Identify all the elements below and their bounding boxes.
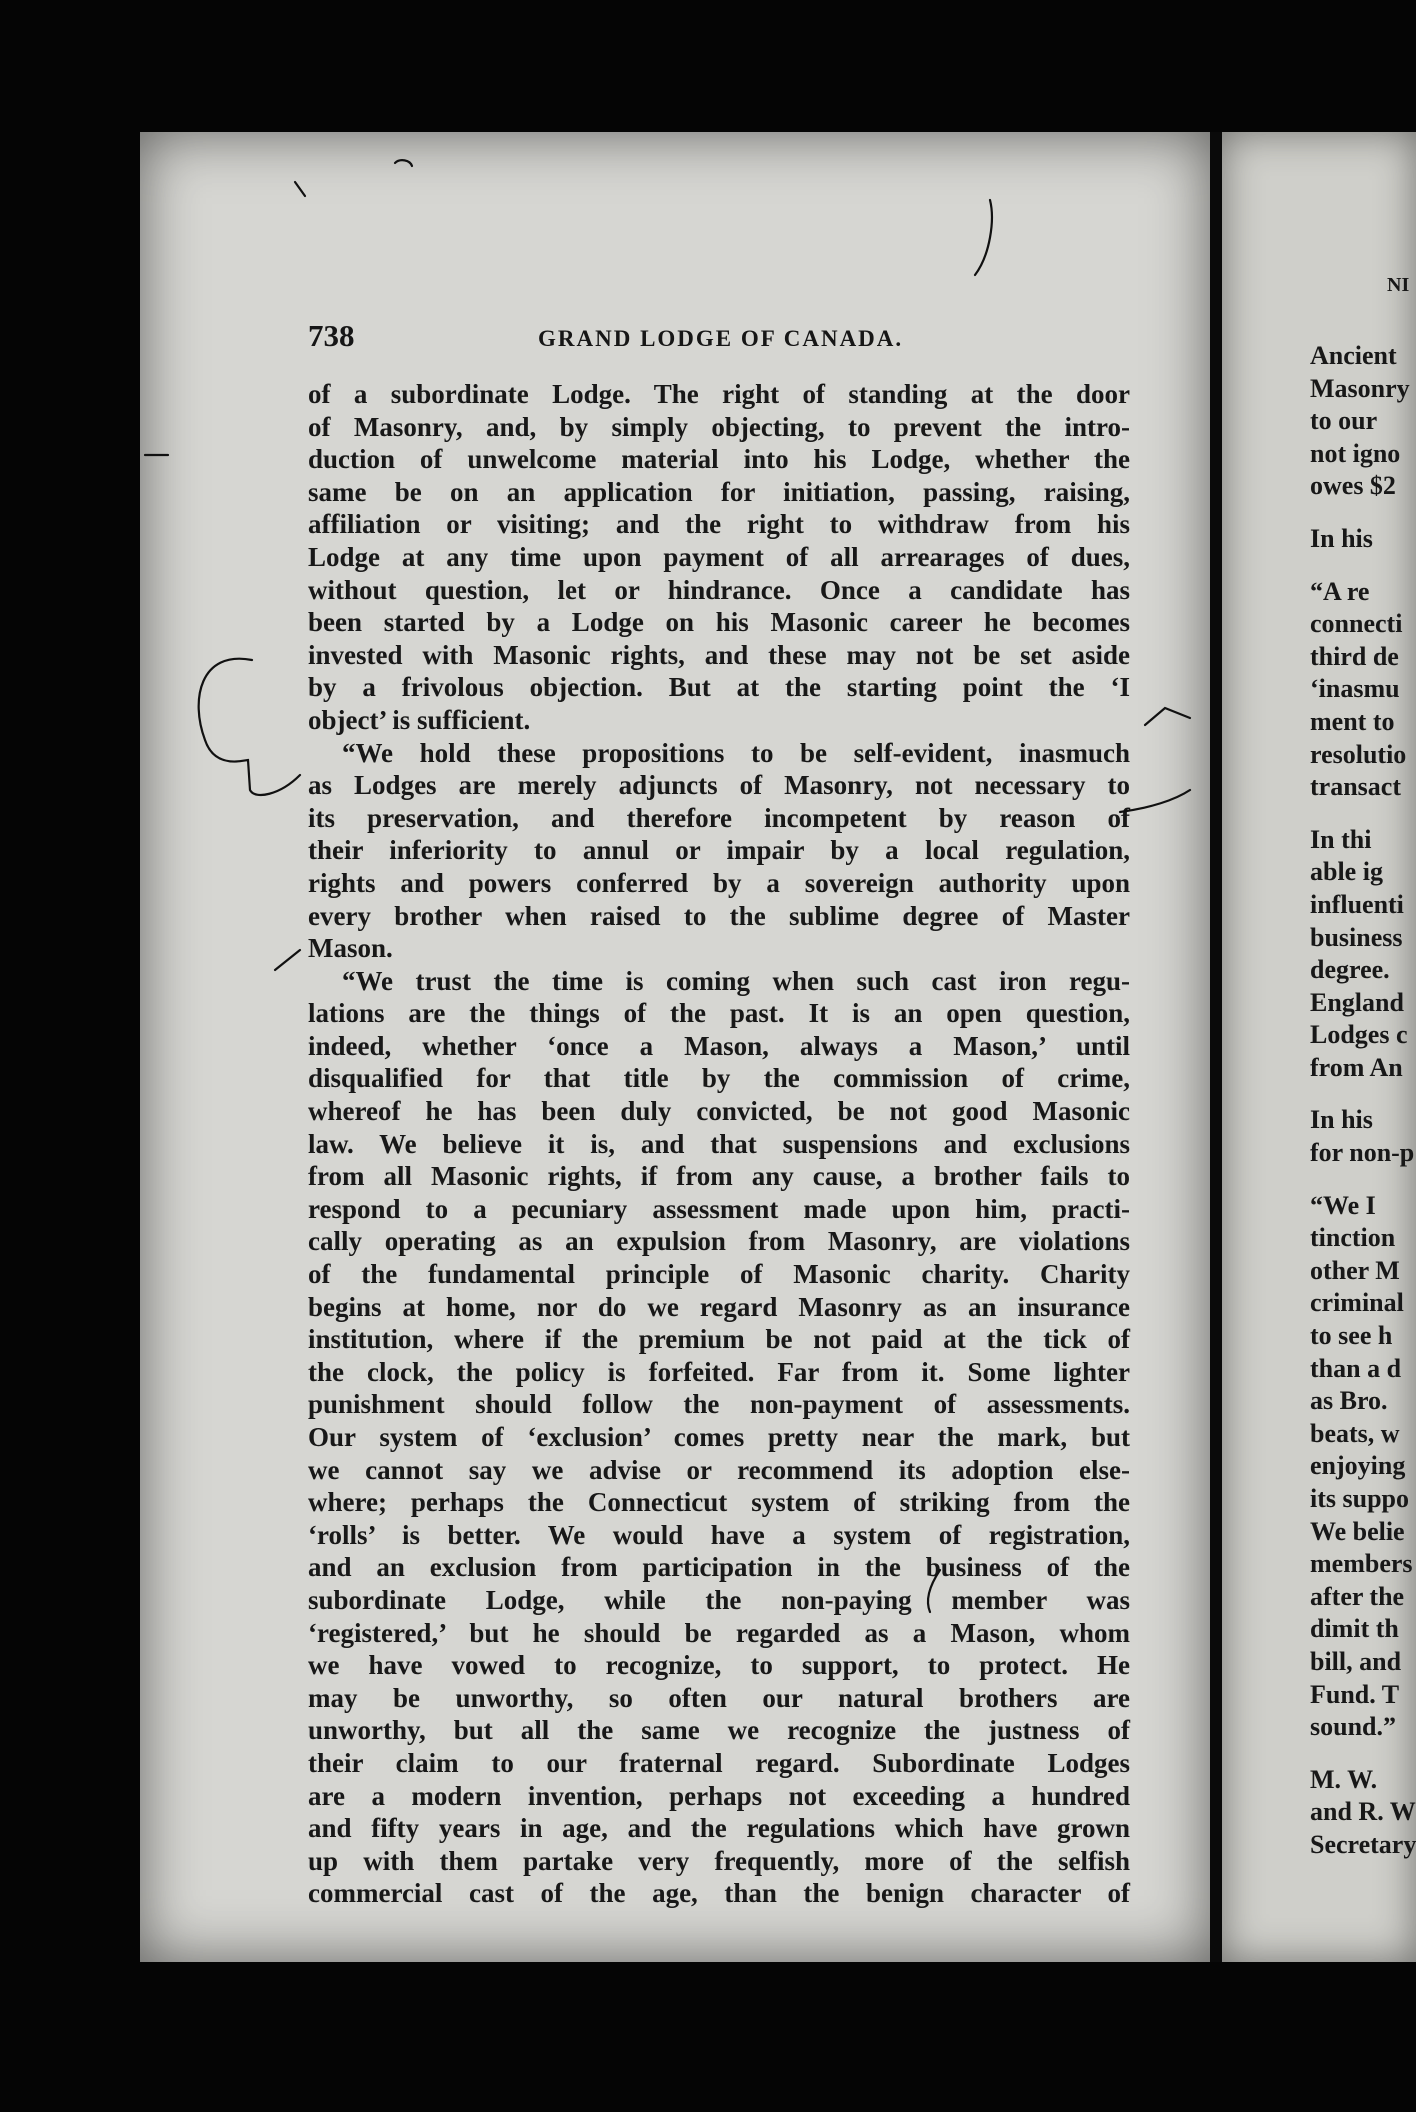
right-text-line: Secretary bbox=[1310, 1829, 1416, 1859]
text-line: respond to a pecuniary assessment made upon him, practi- bbox=[308, 1193, 1130, 1224]
text-line: duction of unwelcome material into his Lodge, whether the bbox=[308, 444, 1130, 475]
text-line: cally operating as an expulsion from Masonry, are violations bbox=[308, 1226, 1130, 1257]
right-text-line: its suppo bbox=[1310, 1484, 1409, 1513]
right-text-line: ‘inasmu bbox=[1310, 674, 1400, 704]
right-text-line: than a d bbox=[1310, 1353, 1402, 1383]
text-line: we cannot say we advise or recommend its adoption else- bbox=[308, 1454, 1130, 1485]
body-text-column bbox=[308, 378, 1130, 1910]
text-line: Our system of ‘exclusion’ comes pretty near the mark, but bbox=[308, 1422, 1130, 1452]
right-text-line: third de bbox=[1310, 641, 1399, 671]
right-text-line: England bbox=[1310, 987, 1404, 1017]
text-line: of Masonry, and, by simply objecting, to prevent the intro- bbox=[308, 411, 1130, 442]
page-header bbox=[308, 318, 1128, 358]
right-text-line: as Bro. bbox=[1310, 1386, 1388, 1416]
page-number: 738 bbox=[308, 318, 355, 353]
right-text-line: sound.” bbox=[1310, 1712, 1396, 1742]
right-text-line: ment to bbox=[1310, 706, 1395, 736]
right-text-line: members bbox=[1310, 1549, 1413, 1579]
page-gutter bbox=[1210, 132, 1222, 1962]
text-line: are a modern invention, perhaps not exceeding a hundred bbox=[308, 1780, 1130, 1811]
text-line: disqualified for that title by the commission of crime, bbox=[308, 1063, 1130, 1094]
text-line: affiliation or visiting; and the right to withdraw from his bbox=[308, 509, 1130, 540]
text-line: lations are the things of the past. It is an open question, bbox=[308, 998, 1130, 1029]
text-line: their inferiority to annul or impair by a local regulation, bbox=[308, 835, 1130, 866]
text-line: indeed, whether ‘once a Mason, always a Mason,’ until bbox=[308, 1030, 1130, 1061]
paragraph-gap bbox=[1310, 804, 1416, 824]
text-line: subordinate Lodge, while the non-paying member was bbox=[308, 1584, 1130, 1615]
text-line: and fifty years in age, and the regulations which have grown bbox=[308, 1813, 1130, 1844]
right-text-line: Masonry bbox=[1310, 373, 1410, 403]
text-line: object’ is sufficient. bbox=[308, 704, 531, 735]
text-line: Lodge at any time upon payment of all arrearages of dues, bbox=[308, 541, 1130, 572]
right-text-line: for non-p bbox=[1310, 1138, 1415, 1168]
text-line: of a subordinate Lodge. The right of standing at the door bbox=[308, 379, 1130, 409]
text-line: “We hold these propositions to be self-evident, inasmuch bbox=[342, 737, 1130, 768]
right-text-line: to see h bbox=[1310, 1321, 1393, 1351]
right-text-line: In his bbox=[1310, 523, 1373, 553]
right-text-line: other M bbox=[1310, 1255, 1400, 1285]
text-line: commercial cast of the age, than the benign character of bbox=[308, 1878, 1130, 1909]
right-text-line: beats, w bbox=[1310, 1418, 1400, 1448]
right-text-line: We belie bbox=[1310, 1516, 1405, 1546]
text-line: the clock, the policy is forfeited. Far from it. Some lighter bbox=[308, 1356, 1130, 1387]
right-text-line: In his bbox=[1310, 1105, 1373, 1135]
running-head: GRAND LODGE OF CANADA. bbox=[538, 326, 904, 351]
text-line: rights and powers conferred by a sovereign authority upon bbox=[308, 867, 1130, 898]
text-line: “We trust the time is coming when such cast iron regu- bbox=[342, 965, 1130, 996]
text-line: Mason. bbox=[308, 933, 393, 964]
right-text-line: business bbox=[1310, 922, 1403, 952]
right-text-line: In thi bbox=[1310, 824, 1372, 854]
text-line: and an exclusion from participation in the business of the bbox=[308, 1552, 1130, 1583]
right-text-line: able ig bbox=[1310, 857, 1383, 887]
text-line: ‘registered,’ but he should be regarded as a Mason, whom bbox=[308, 1617, 1130, 1648]
text-line: begins at home, nor do we regard Masonry as an insurance bbox=[308, 1291, 1130, 1322]
right-text-line: “We I bbox=[1310, 1190, 1376, 1220]
right-text-line: from An bbox=[1310, 1052, 1403, 1082]
text-line: of the fundamental principle of Masonic charity. Charity bbox=[308, 1259, 1130, 1290]
right-text-line: owes $2 bbox=[1310, 471, 1396, 501]
right-text-line: bill, and bbox=[1310, 1646, 1402, 1676]
text-line: by a frivolous objection. But at the starting point the ‘I bbox=[308, 672, 1130, 703]
text-line: been started by a Lodge on his Masonic career he becomes bbox=[308, 607, 1130, 638]
right-text-line: M. W. bbox=[1310, 1764, 1378, 1794]
right-text-line: influenti bbox=[1310, 889, 1404, 919]
right-text-line: transact bbox=[1310, 772, 1401, 802]
text-line: institution, where if the premium be not paid at the tick of bbox=[308, 1324, 1130, 1355]
text-line: every brother when raised to the sublime degree of Master bbox=[308, 900, 1130, 931]
right-text-line: connecti bbox=[1310, 609, 1403, 639]
text-line: punishment should follow the non-payment of assessments. bbox=[308, 1389, 1130, 1420]
right-text-line: “A re bbox=[1310, 576, 1370, 606]
right-text-line: Ancient bbox=[1310, 341, 1397, 370]
right-text-line: resolutio bbox=[1310, 739, 1407, 769]
paragraph-gap bbox=[1310, 503, 1416, 523]
text-line: up with them partake very frequently, more of the selfish bbox=[308, 1845, 1130, 1876]
right-text-line: after the bbox=[1310, 1581, 1405, 1611]
text-line: law. We believe it is, and that suspensions and exclusions bbox=[308, 1128, 1130, 1159]
text-line: from all Masonic rights, if from any cause, a brother fails to bbox=[308, 1161, 1130, 1192]
text-line: same be on an application for initiation, passing, raising, bbox=[308, 476, 1130, 507]
paragraph-gap bbox=[1310, 1084, 1416, 1104]
right-text-line: enjoying bbox=[1310, 1451, 1406, 1481]
text-line: without question, let or hindrance. Once a candidate has bbox=[308, 574, 1130, 605]
right-text-line: criminal bbox=[1310, 1288, 1404, 1318]
text-line: unworthy, but all the same we recognize the justness of bbox=[308, 1715, 1130, 1746]
text-line: whereof he has been duly convicted, be not good Masonic bbox=[308, 1096, 1130, 1127]
paragraph-gap bbox=[1310, 556, 1416, 576]
right-text-line: and R. W bbox=[1310, 1797, 1416, 1827]
right-text-line: dimit th bbox=[1310, 1614, 1399, 1644]
paragraph-gap bbox=[1310, 1170, 1416, 1190]
right-text-line: not igno bbox=[1310, 438, 1401, 468]
text-line: where; perhaps the Connecticut system of striking from the bbox=[308, 1487, 1130, 1518]
right-running-head: NI bbox=[1387, 274, 1410, 296]
right-page bbox=[1222, 132, 1416, 1962]
right-text-line: Lodges c bbox=[1310, 1020, 1408, 1050]
right-text-column bbox=[1310, 340, 1416, 1862]
right-text-line: to our bbox=[1310, 406, 1378, 436]
text-line: ‘rolls’ is better. We would have a system of registration, bbox=[308, 1519, 1130, 1550]
text-line: invested with Masonic rights, and these may not be set aside bbox=[308, 639, 1130, 670]
paragraph-gap bbox=[1310, 1744, 1416, 1764]
right-text-line: degree. bbox=[1310, 955, 1390, 985]
text-line: their claim to our fraternal regard. Subordinate Lodges bbox=[308, 1747, 1130, 1778]
text-line: may be unworthy, so often our natural brothers are bbox=[308, 1682, 1130, 1713]
right-text-line: tinction bbox=[1310, 1223, 1396, 1253]
text-line: its preservation, and therefore incompetent by reason of bbox=[308, 802, 1130, 833]
text-line: as Lodges are merely adjuncts of Masonry, not necessary to bbox=[308, 770, 1130, 801]
text-line: we have vowed to recognize, to support, to protect. He bbox=[308, 1650, 1130, 1681]
right-text-line: Fund. T bbox=[1310, 1679, 1400, 1709]
